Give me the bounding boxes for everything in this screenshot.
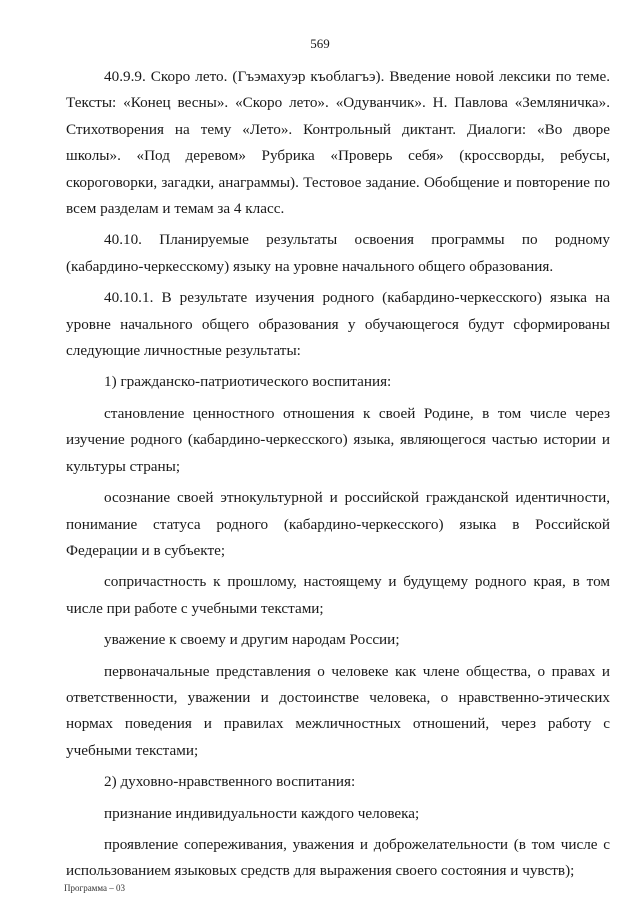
paragraph-moral-heading: 2) духовно-нравственного воспитания: — [104, 773, 356, 791]
page-footer: Программа – 03 — [64, 883, 126, 893]
page-number: 569 — [310, 36, 330, 51]
paragraph-40-10: 40.10. Планируемые результаты освоения программы по родному (кабардино-черкесскому) языку на уровне начального общего образования. — [66, 231, 610, 275]
paragraph-40-9-9: 40.9.9. Скоро лето. (Гъэмахуэр къоблагъэ). Введение новой лексики по теме. Тексты: «Конец весны». «Скоро лето». «Одуванчик». Н. Павлова «Земляничка». Стихотворения на тему «Лето». Контрольный диктант. Диалоги: «Во дворе школы». «Под деревом» Рубрика «Проверь себя» (кроссворды, ребусы, скороговорки, загадки, анаграммы). Тестовое задание. Обобщение и повторение по всем разделам и темам за 4 класс. — [66, 68, 610, 218]
page-body — [66, 64, 610, 890]
paragraph-civic-heading: 1) гражданско-патриотического воспитания: — [104, 373, 392, 391]
paragraph-civic-item-3: сопричастность к прошлому, настоящему и будущему родного края, в том числе при работе с учебными текстами; — [66, 573, 610, 617]
paragraph-civic-item-1: становление ценностного отношения к своей Родине, в том числе через изучение родного (кабардино-черкесского) языка, являющегося частью истории и культуры страны; — [66, 404, 610, 475]
paragraph-civic-item-2: осознание своей этнокультурной и российской гражданской идентичности, понимание статуса родного (кабардино-черкесского) языка в Российской Федерации и в субъекте; — [66, 489, 610, 559]
paragraph-40-10-1: 40.10.1. В результате изучения родного (кабардино-черкесского) языка на уровне начального общего образования у обучающегося будут сформированы следующие личностные результаты: — [66, 289, 610, 360]
paragraph-moral-item-1: признание индивидуальности каждого человека; — [104, 804, 420, 822]
paragraph-civic-item-5: первоначальные представления о человеке как члене общества, о правах и ответственности, уважении и достоинстве человека, о нравственно-этических нормах поведения и правилах межличностных отношений, через работу с учебными текстами; — [66, 662, 610, 759]
paragraph-civic-item-4: уважение к своему и другим народам России; — [104, 631, 400, 649]
paragraph-moral-item-2: проявление сопереживания, уважения и доброжелательности (в том числе с использованием языковых средств для выражения своего состояния и чувств); — [66, 835, 610, 880]
